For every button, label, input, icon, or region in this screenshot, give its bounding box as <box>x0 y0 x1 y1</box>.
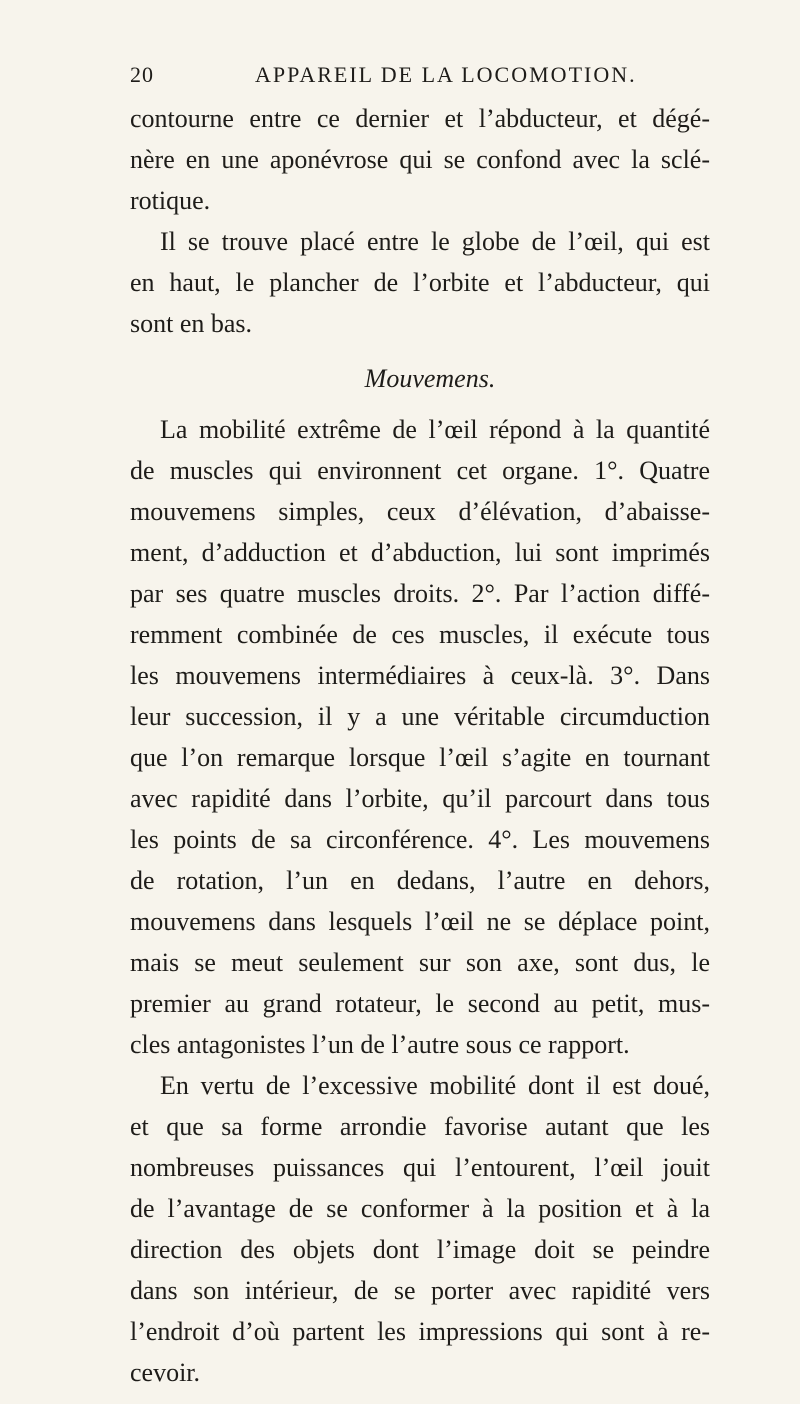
text-line: de l’avantage de se conformer à la position et à la <box>130 1194 710 1223</box>
text-line: que l’on remarque lorsque l’œil s’agite en tournant <box>130 743 710 772</box>
paragraph <box>130 98 710 221</box>
text-line: en haut, le plancher de l’orbite et l’abducteur, qui <box>130 268 710 297</box>
text-line: rotique. <box>130 186 211 215</box>
text-line: mouvemens dans lesquels l’œil ne se déplace point, <box>130 907 710 936</box>
text-line: contourne entre ce dernier et l’abducteur, et dégé- <box>130 104 710 133</box>
body-text <box>130 98 710 1393</box>
text-line: les points de sa circonférence. 4°. Les mouvemens <box>130 825 710 854</box>
text-line: remment combinée de ces muscles, il exécute tous <box>130 620 710 649</box>
text-line: ment, d’adduction et d’abduction, lui sont imprimés <box>130 538 710 567</box>
text-line: avec rapidité dans l’orbite, qu’il parcourt dans tous <box>130 784 710 813</box>
text-line: nère en une aponévrose qui se confond avec la sclé- <box>130 145 710 174</box>
text-line: de muscles qui environnent cet organe. 1°. Quatre <box>130 456 710 485</box>
text-line: La mobilité extrême de l’œil répond à la quantité <box>160 415 710 444</box>
paragraph <box>130 409 710 1065</box>
text-line: l’endroit d’où partent les impressions qui sont à re- <box>130 1317 710 1346</box>
text-line: mouvemens simples, ceux d’élévation, d’abaisse- <box>130 497 710 526</box>
running-head <box>130 62 710 96</box>
text-line: cles antagonistes l’un de l’autre sous ce rapport. <box>130 1030 630 1059</box>
text-line: premier au grand rotateur, le second au petit, mus- <box>130 989 710 1018</box>
text-line: mais se meut seulement sur son axe, sont dus, le <box>130 948 710 977</box>
text-line: cevoir. <box>130 1358 201 1387</box>
section-heading: Mouvemens. <box>364 364 496 393</box>
text-line: les mouvemens intermédiaires à ceux-là. 3°. Dans <box>130 661 710 690</box>
paragraph <box>130 221 710 344</box>
text-line: En vertu de l’excessive mobilité dont il est doué, <box>160 1071 710 1100</box>
page-number: 20 <box>130 62 154 87</box>
text-line: leur succession, il y a une véritable circumduction <box>130 702 710 731</box>
paragraph <box>130 1065 710 1393</box>
text-line: de rotation, l’un en dedans, l’autre en dehors, <box>130 866 710 895</box>
text-line: Il se trouve placé entre le globe de l’œil, qui est <box>160 227 710 256</box>
running-title: APPAREIL DE LA LOCOMOTION. <box>255 62 637 87</box>
text-line: par ses quatre muscles droits. 2°. Par l’action diffé- <box>130 579 710 608</box>
text-line: nombreuses puissances qui l’entourent, l’œil jouit <box>130 1153 710 1182</box>
text-line: direction des objets dont l’image doit se peindre <box>130 1235 710 1264</box>
text-line: dans son intérieur, de se porter avec rapidité vers <box>130 1276 710 1305</box>
text-line: et que sa forme arrondie favorise autant que les <box>130 1112 710 1141</box>
text-line: sont en bas. <box>130 309 253 338</box>
